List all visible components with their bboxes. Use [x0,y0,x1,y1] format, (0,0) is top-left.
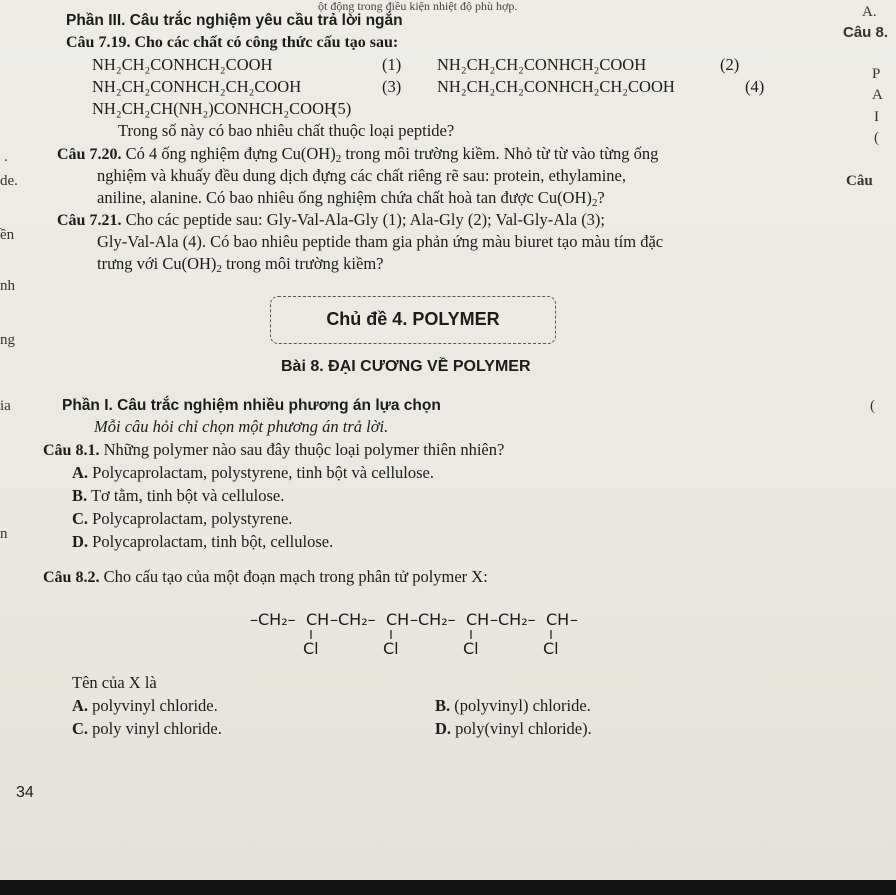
q82-option-a: A. polyvinyl chloride. [72,696,218,715]
q719-question: Trong số này có bao nhiêu chất thuộc loại peptide? [118,121,455,140]
q719-formula-4: NH₂CH₂CH₂CONHCH₂CH₂COOH [437,77,675,96]
q720-line1: Câu 7.20. Có 4 ống nghiệm đựng $Cu(OH)_2$ trong môi trường kiềm. Nhỏ từ từ vào từng ống [57,144,659,165]
edge-right-2: Câu 8. [843,24,889,41]
edge-right-8: ( [870,398,875,414]
q719-stem: Câu 7.19. Cho các chất có công thức cấu tạo sau: [66,34,399,51]
chain-seg-end: – [570,610,578,629]
chain-ch-3: CH [466,610,490,629]
edge-right-6: ( [874,130,879,146]
edge-left-6: ia [0,398,11,414]
q720-line3: aniline, alanine. Có bao nhiêu ống nghiệm chứa chất hoà tan được $Cu(OH)_2$? [97,188,605,209]
q719-num-4: (4) [745,77,765,96]
chapter-title: Chủ đề 4. POLYMER [326,309,500,329]
chain-ch-1: CH [306,610,330,629]
q721-line1: Câu 7.21. Cho các peptide sau: Gly-Val-Ala-Gly (1); Ala-Gly (2); Val-Gly-Ala (3); [57,210,606,229]
q721-line2: Gly-Val-Ala (4). Có bao nhiêu peptide tham gia phản ứng màu biuret tạo màu tím đặc [97,232,664,251]
q82-option-b: B. (polyvinyl) chloride. [435,696,591,715]
edge-right-5: I [874,109,879,125]
cl-2: Cl [383,639,399,658]
cl-1: Cl [303,639,319,658]
header-cutoff-text: ột động trong điều kiện nhiệt độ phù hợp. [318,0,518,13]
edge-right-1: A. [862,4,877,20]
chain-seg-4: –CH₂– [490,610,536,629]
q81-stem: Câu 8.1. Những polymer nào sau đây thuộc loại polymer thiên nhiên? [43,440,505,459]
chain-ch-2: CH [386,610,410,629]
edge-right-3: P [872,66,881,82]
polymer-chain-formula [250,597,670,659]
part3-title: Phần III. Câu trắc nghiệm yêu cầu trả lời ngắn [66,12,403,29]
edge-left-3: ền [0,227,15,243]
q719-formula-3: NH₂CH₂CONHCH₂CH₂COOH [92,77,302,96]
edge-left-2: de. [0,173,18,189]
q721-line3: trưng với $Cu(OH)_2$ trong môi trường kiềm? [97,254,384,275]
chapter-banner [270,296,556,344]
q719-formula-1: NH₂CH₂CONHCH₂COOH [92,55,273,74]
q719-formula-2: NH₂CH₂CH₂CONHCH₂COOH [437,55,647,74]
cl-4: Cl [543,639,559,658]
edge-left-5: ng [0,332,15,348]
q81-option-c: C. Polycaprolactam, polystyrene. [72,509,293,528]
edge-right-7: Câu [846,173,873,189]
edge-left-7: n [0,526,8,542]
chain-ch-4: CH [546,610,570,629]
q81-option-d: D. Polycaprolactam, tinh bột, cellulose. [72,532,334,551]
part1-instruction: Mỗi câu hỏi chỉ chọn một phương án trả lời. [94,417,389,436]
q82-option-d: D. poly(vinyl chloride). [435,719,592,738]
q719-formula-5: NH₂CH₂CH(NH₂)CONHCH₂COOH [92,99,336,118]
cl-3: Cl [463,639,479,658]
chain-seg-1: –CH₂– [250,610,296,629]
edge-left-1: . [4,149,8,165]
q719-num-3: (3) [382,77,402,96]
q720-line2: nghiệm và khuấy đều dung dịch đựng các chất riêng rẽ sau: protein, ethylamine, [97,166,626,185]
edge-right-4: A [872,87,883,103]
q82-name-prompt: Tên của X là [72,673,157,692]
chain-seg-3: –CH₂– [410,610,456,629]
q81-option-b: B. Tơ tằm, tinh bột và cellulose. [72,486,285,505]
page-number: 34 [16,784,34,801]
q82-option-c: C. poly vinyl chloride. [72,719,222,738]
chain-seg-2: –CH₂– [330,610,376,629]
bottom-dark-edge [0,880,896,895]
lesson-title: Bài 8. ĐẠI CƯƠNG VỀ POLYMER [281,358,531,375]
edge-left-4: nh [0,278,15,294]
q81-option-a: A. Polycaprolactam, polystyrene, tinh bột và cellulose. [72,463,434,482]
q719-num-1: (1) [382,55,402,74]
part1-title: Phần I. Câu trắc nghiệm nhiều phương án lựa chọn [62,397,441,414]
q719-num-2: (2) [720,55,740,74]
q82-stem: Câu 8.2. Cho cấu tạo của một đoạn mạch trong phân tử polymer X: [43,567,488,586]
q719-num-5: (5) [332,99,352,118]
